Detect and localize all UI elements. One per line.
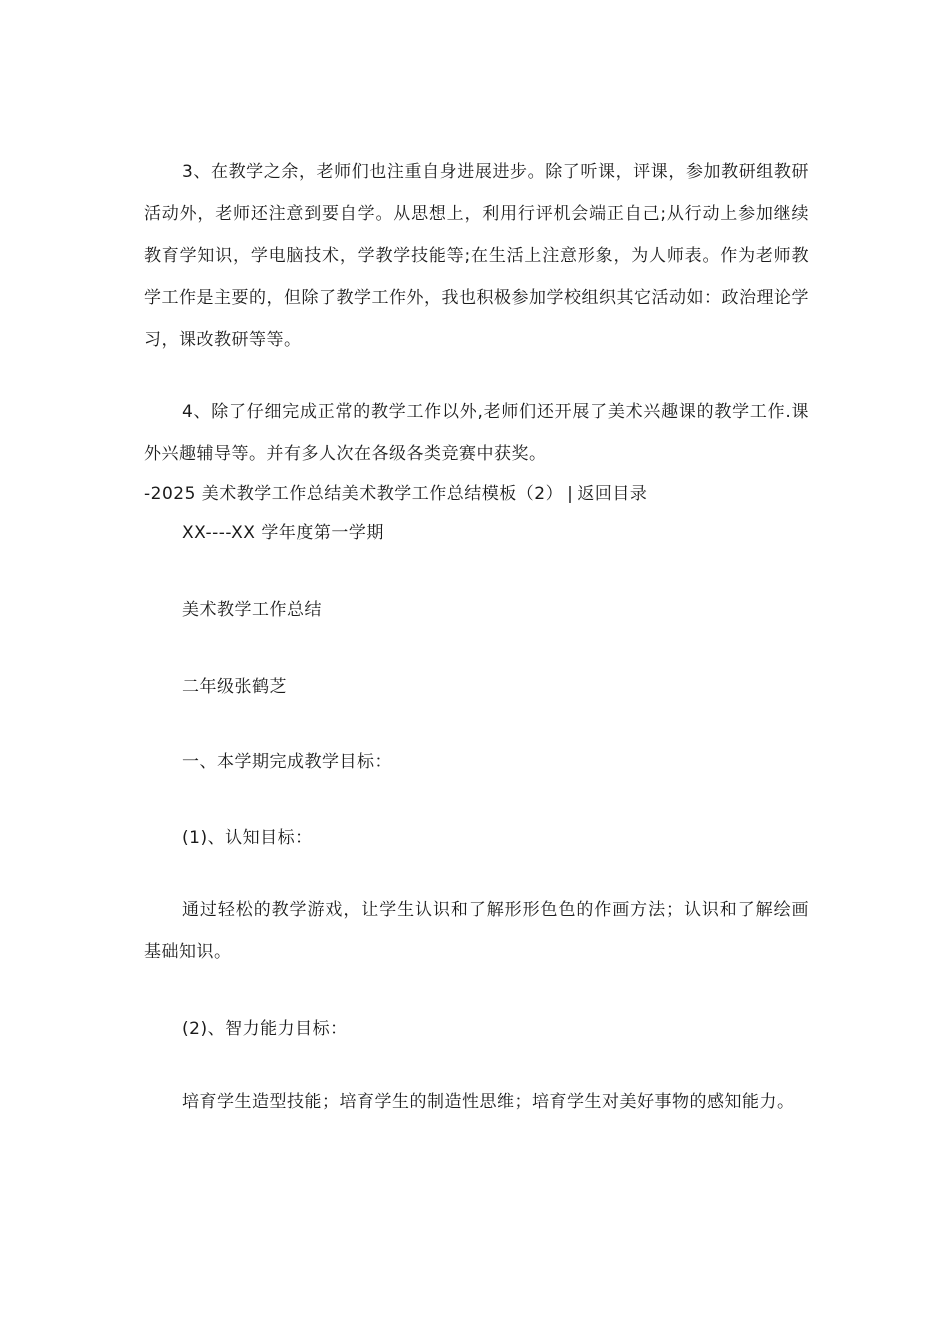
cognitive-goal-text: 通过轻松的教学游戏，让学生认识和了解形形色色的作画方法；认识和了解绘画基础知识。 xyxy=(144,900,809,962)
cognitive-goal-heading: (1)、认知目标： xyxy=(182,828,313,848)
document-title: 美术教学工作总结 xyxy=(182,600,322,620)
heading-separator: | xyxy=(567,484,574,504)
return-to-toc-link[interactable]: 返回目录 xyxy=(577,484,648,504)
section-heading-title: -2025 美术教学工作总结美术教学工作总结模板（2） xyxy=(144,484,564,504)
section-heading xyxy=(144,482,647,506)
goals-heading: 一、本学期完成教学目标： xyxy=(182,752,392,772)
author-line: 二年级张鹤芝 xyxy=(182,677,287,697)
paragraph-4: 4、除了仔细完成正常的教学工作以外,老师们还开展了美术兴趣课的教学工作.课外兴趣辅导等。并有多人次在各级各类竞赛中获奖。 xyxy=(144,402,809,464)
ability-goal-text: 培育学生造型技能；培育学生的制造性思维；培育学生对美好事物的感知能力。 xyxy=(182,1092,795,1112)
paragraph-3: 3、在教学之余，老师们也注重自身进展进步。除了听课，评课，参加教研组教研活动外，老师还注意到要自学。从思想上，利用行评机会端正自己;从行动上参加继续教育学知识，学电脑技术，学教学技能等;在生活上注意形象，为人师表。作为老师教学工作是主要的，但除了教学工作外，我也积极参加学校组织其它活动如：政治理论学习，课改教研等等。 xyxy=(144,162,809,350)
term-line: XX----XX 学年度第一学期 xyxy=(182,523,384,543)
ability-goal-heading: (2)、智力能力目标： xyxy=(182,1019,348,1039)
